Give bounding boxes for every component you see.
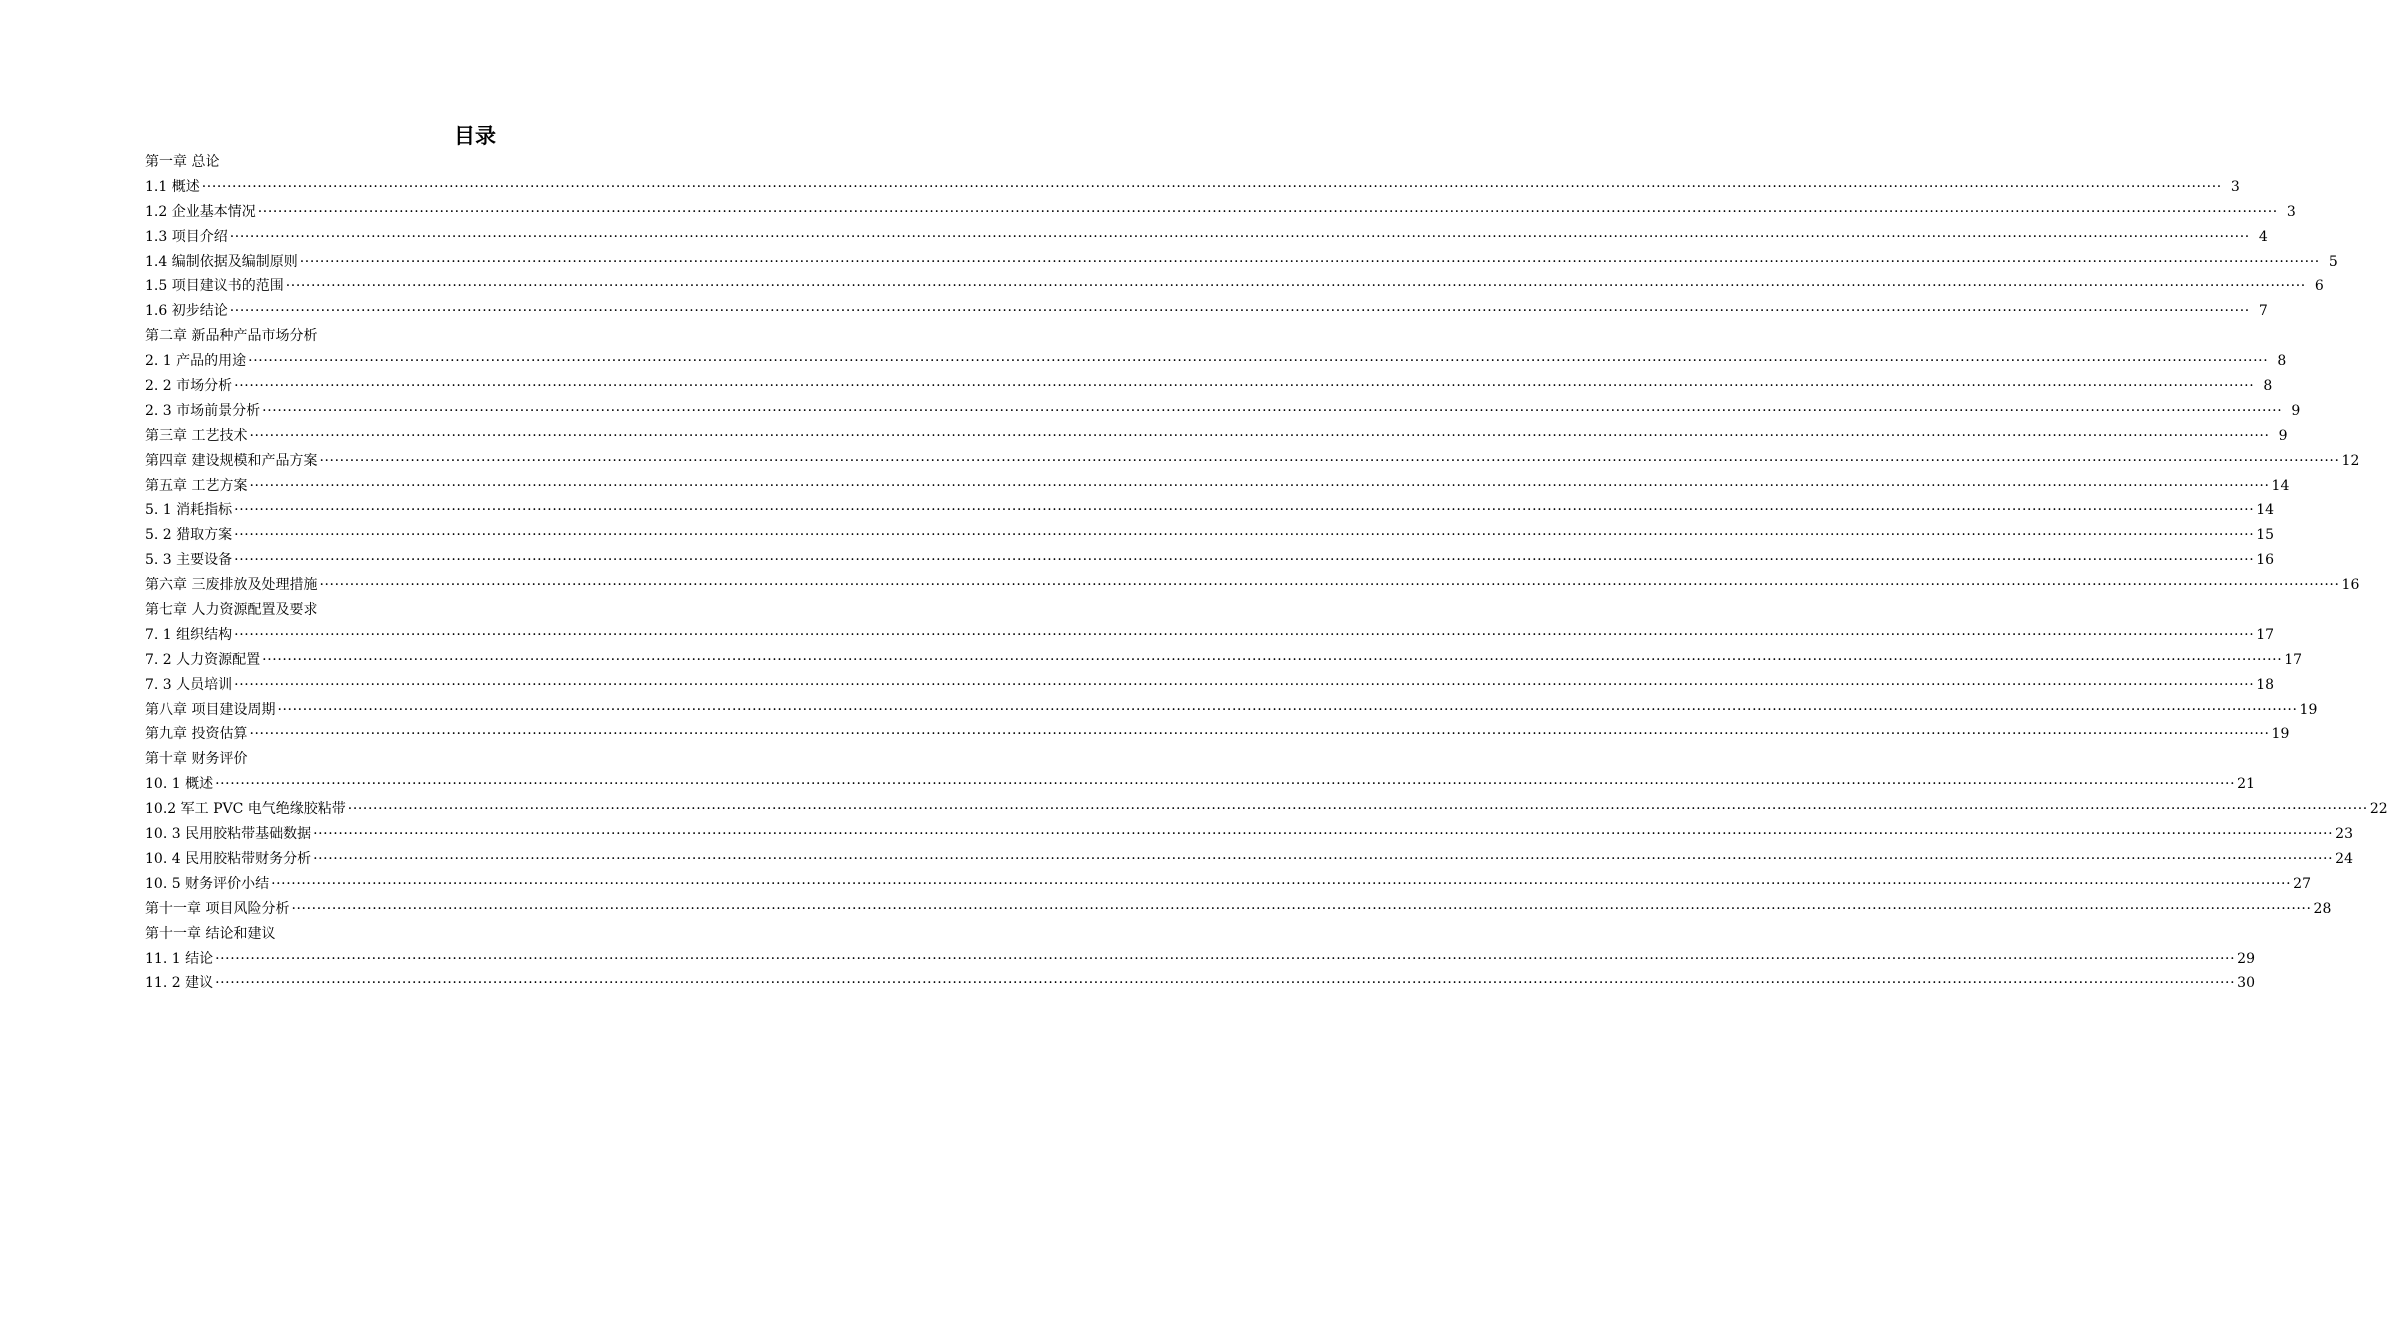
- toc-dot-leader: ················································································································································································································································································································································································································: [249, 427, 2270, 444]
- toc-entry-title: 第五章 工艺方案: [145, 477, 248, 494]
- toc-entry-title: 第十章 财务评价: [145, 751, 248, 768]
- toc-page-number: 16: [2341, 577, 2360, 594]
- toc-entry: [145, 250, 2338, 275]
- toc-entry: [145, 225, 2268, 250]
- toc-entry: [145, 971, 2255, 996]
- toc-page-number: 30: [2237, 975, 2255, 992]
- toc-entry: [145, 822, 2353, 847]
- toc-entry: [145, 299, 2268, 324]
- toc-entry: [145, 200, 2296, 225]
- toc-entry: [145, 573, 2360, 598]
- toc-entry: [145, 498, 2275, 523]
- toc-entry-title: 第九章 投资估算: [145, 726, 248, 743]
- toc-page-number: 18: [2256, 676, 2275, 693]
- toc-page-number: 21: [2237, 776, 2255, 793]
- toc-entry: [145, 722, 2290, 747]
- toc-dot-leader: ················································································································································································································································································································································································································: [291, 900, 2312, 917]
- toc-page-number: 14: [2256, 502, 2275, 519]
- toc-dot-leader: ················································································································································································································································································································································································································: [234, 626, 2255, 643]
- toc-dot-leader: ················································································································································································································································································································································································································: [285, 278, 2306, 295]
- toc-entry-title: 5. 2 猎取方案: [145, 527, 233, 544]
- toc-entry: [145, 175, 2240, 200]
- toc-entry: [145, 274, 2324, 299]
- toc-entry: [145, 349, 2287, 374]
- toc-entry-title: 11. 1 结论: [145, 950, 214, 967]
- toc-entry: [145, 523, 2275, 548]
- toc-entry-title: 第十一章 项目风险分析: [145, 900, 290, 917]
- toc-dot-leader: ················································································································································································································································································································································································································: [234, 502, 2255, 519]
- toc-page-number: 9: [2291, 402, 2301, 419]
- toc-dot-leader: ················································································································································································································································································································································································································: [347, 801, 2368, 818]
- toc-entry-title: 10. 5 财务评价小结: [145, 875, 270, 892]
- toc-entry: [145, 399, 2301, 424]
- toc-dot-leader: ················································································································································································································································································································································································································: [319, 577, 2340, 594]
- toc-dot-leader: ················································································································································································································································································································································································································: [262, 402, 2283, 419]
- toc-page-number: 7: [2258, 303, 2268, 320]
- toc-entry-title: 5. 1 消耗指标: [145, 502, 233, 519]
- toc-page-number: 9: [2278, 427, 2288, 444]
- toc-page-number: 22: [2369, 801, 2388, 818]
- toc-dot-leader: ················································································································································································································································································································································································································: [271, 875, 2292, 892]
- toc-entry-title: 10.2 军工 PVC 电气绝缘胶粘带: [145, 801, 346, 818]
- toc-entry: [145, 548, 2275, 573]
- toc-entry-title: 1.3 项目介绍: [145, 228, 228, 245]
- toc-dot-leader: ················································································································································································································································································································································································································: [319, 452, 2340, 469]
- toc-page-number: 17: [2256, 626, 2275, 643]
- toc-entry-title: 11. 2 建议: [145, 975, 214, 992]
- toc-entry-title: 第一章 总论: [145, 154, 220, 170]
- toc-entry: [145, 947, 2255, 972]
- toc-page-number: 24: [2335, 850, 2353, 867]
- toc-dot-leader: ················································································································································································································································································································································································································: [299, 253, 2320, 270]
- toc-dot-leader: ················································································································································································································································································································································································································: [215, 975, 2236, 992]
- toc-heading: [145, 598, 745, 623]
- toc-entry-title: 2. 3 市场前景分析: [145, 402, 261, 419]
- toc-dot-leader: ················································································································································································································································································································································································································: [201, 178, 2222, 195]
- toc-dot-leader: ················································································································································································································································································································································································································: [257, 203, 2278, 220]
- toc-entry: [145, 424, 2288, 449]
- toc-page-number: 8: [2263, 378, 2273, 395]
- toc-entry-title: 第三章 工艺技术: [145, 427, 248, 444]
- toc-entry-title: 10. 4 民用胶粘带财务分析: [145, 850, 312, 867]
- toc-dot-leader: ················································································································································································································································································································································································································: [313, 850, 2334, 867]
- toc-page-number: 4: [2258, 228, 2268, 245]
- toc-entry-title: 5. 3 主要设备: [145, 552, 233, 569]
- toc-page-number: 12: [2341, 452, 2360, 469]
- toc-entry: [145, 872, 2311, 897]
- toc-entry: [145, 772, 2255, 797]
- toc-page-number: 5: [2328, 253, 2338, 270]
- toc-page-number: 17: [2284, 651, 2303, 668]
- toc-entry-title: 1.2 企业基本情况: [145, 203, 256, 220]
- toc-entry: [145, 673, 2275, 698]
- toc-heading: [145, 747, 745, 772]
- toc-dot-leader: ················································································································································································································································································································································································································: [277, 701, 2298, 718]
- toc-entry-title: 第八章 项目建设周期: [145, 701, 276, 718]
- toc-entry: [145, 698, 2318, 723]
- toc-dot-leader: ················································································································································································································································································································································································································: [215, 776, 2236, 793]
- page-title: 目录: [454, 124, 496, 148]
- toc-entry-title: 1.4 编制依据及编制原则: [145, 253, 298, 270]
- toc-entry-title: 1.1 概述: [145, 178, 200, 195]
- toc-entry-title: 第四章 建设规模和产品方案: [145, 452, 318, 469]
- toc-heading: [145, 324, 745, 349]
- toc-dot-leader: ················································································································································································································································································································································································································: [234, 527, 2255, 544]
- toc-page-number: 8: [2277, 353, 2287, 370]
- toc-dot-leader: ················································································································································································································································································································································································································: [262, 651, 2283, 668]
- toc-page-number: 19: [2299, 701, 2318, 718]
- toc-entry-title: 1.6 初步结论: [145, 303, 228, 320]
- toc-page-number: 3: [2230, 178, 2240, 195]
- toc-entry-title: 2. 2 市场分析: [145, 378, 233, 395]
- toc-dot-leader: ················································································································································································································································································································································································································: [234, 378, 2255, 395]
- toc-dot-leader: ················································································································································································································································································································································································································: [229, 228, 2250, 245]
- toc-entry: [145, 797, 2388, 822]
- toc-page-number: 23: [2335, 826, 2353, 843]
- toc-dot-leader: ················································································································································································································································································································································································································: [234, 676, 2255, 693]
- table-of-contents: [145, 150, 2388, 996]
- toc-heading: [145, 922, 745, 947]
- toc-entry-title: 10. 1 概述: [145, 776, 214, 793]
- toc-entry-title: 第七章 人力资源配置及要求: [145, 602, 318, 619]
- toc-entry: [145, 374, 2273, 399]
- toc-entry: [145, 623, 2275, 648]
- toc-page-number: 3: [2286, 203, 2296, 220]
- toc-page-number: 19: [2271, 726, 2290, 743]
- toc-entry: [145, 449, 2360, 474]
- toc-entry-title: 1.5 项目建议书的范围: [145, 278, 284, 295]
- toc-dot-leader: ················································································································································································································································································································································································································: [249, 477, 2270, 494]
- toc-entry-title: 10. 3 民用胶粘带基础数据: [145, 826, 312, 843]
- toc-entry-title: 7. 2 人力资源配置: [145, 651, 261, 668]
- toc-page-number: 14: [2271, 477, 2290, 494]
- toc-entry-title: 2. 1 产品的用途: [145, 353, 247, 370]
- toc-page-number: 27: [2293, 875, 2311, 892]
- toc-page-number: 29: [2237, 950, 2255, 967]
- toc-entry: [145, 847, 2353, 872]
- toc-page-number: 6: [2314, 278, 2324, 295]
- toc-dot-leader: ················································································································································································································································································································································································································: [249, 726, 2270, 743]
- toc-entry: [145, 897, 2332, 922]
- toc-entry-title: 第六章 三废排放及处理措施: [145, 577, 318, 594]
- toc-dot-leader: ················································································································································································································································································································································································································: [234, 552, 2255, 569]
- toc-entry-title: 第十一章 结论和建议: [145, 925, 276, 942]
- toc-entry-title: 7. 1 组织结构: [145, 626, 233, 643]
- toc-page-number: 16: [2256, 552, 2275, 569]
- toc-dot-leader: ················································································································································································································································································································································································································: [215, 950, 2236, 967]
- toc-dot-leader: ················································································································································································································································································································································································································: [313, 826, 2334, 843]
- toc-entry: [145, 648, 2303, 673]
- toc-dot-leader: ················································································································································································································································································································································································································: [248, 353, 2269, 370]
- toc-entry: [145, 474, 2290, 499]
- toc-heading: [145, 150, 745, 175]
- toc-page-number: 28: [2313, 900, 2332, 917]
- toc-entry-title: 第二章 新品种产品市场分析: [145, 328, 318, 345]
- toc-page-number: 15: [2256, 527, 2275, 544]
- toc-dot-leader: ················································································································································································································································································································································································································: [229, 303, 2250, 320]
- toc-entry-title: 7. 3 人员培训: [145, 676, 233, 693]
